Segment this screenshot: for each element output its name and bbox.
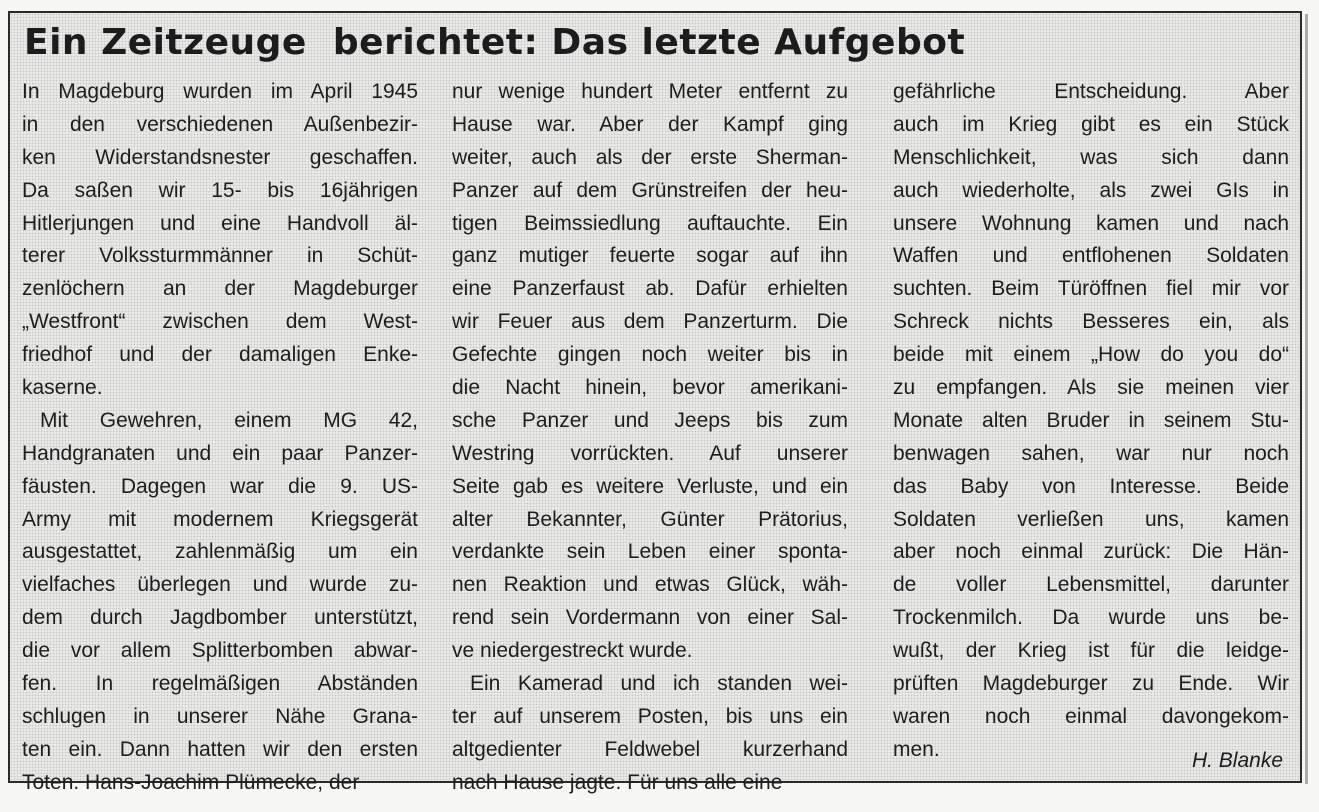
text-line: weiter, auch als der erste Sherman- <box>452 145 848 169</box>
text-line: Mit Gewehren, einem MG 42, <box>40 408 418 432</box>
text-line: rend sein Vordermann von einer Sal- <box>452 606 848 630</box>
text-line: unsere Wohnung kamen und nach <box>893 211 1289 235</box>
text-line: Hause war. Aber der Kampf ging <box>452 112 848 136</box>
text-line: die Nacht hinein, bevor amerikani- <box>452 376 848 400</box>
text-line: sche Panzer und Jeeps bis zum <box>452 408 848 432</box>
text-line: „Westfront“ zwischen dem West- <box>22 310 418 334</box>
text-line: Gefechte gingen noch weiter bis in <box>452 343 848 367</box>
text-line: altgedienter Feldwebel kurzerhand <box>452 737 848 761</box>
text-line: zu empfangen. Als sie meinen vier <box>893 376 1289 400</box>
text-line: waren noch einmal davongekom- <box>893 704 1289 728</box>
text-line: nach Hause jagte. Für uns alle eine <box>452 770 783 794</box>
text-line: Army mit modernem Kriegsgerät <box>22 507 418 531</box>
text-line: Handgranaten und ein paar Panzer- <box>22 441 418 465</box>
article-column-2 <box>452 76 848 800</box>
text-line: Westring vorrückten. Auf unserer <box>452 441 848 465</box>
text-line: ter auf unserem Posten, bis uns ein <box>452 704 848 728</box>
text-line: ganz mutiger feuerte sogar auf ihn <box>452 244 848 268</box>
text-line: aber noch einmal zurück: Die Hän- <box>893 540 1289 564</box>
text-line: prüften Magdeburger zu Ende. Wir <box>893 672 1289 696</box>
page-edge-line <box>1305 14 1308 784</box>
text-line: Waffen und entflohenen Soldaten <box>893 244 1289 268</box>
text-line: Panzer auf dem Grünstreifen der heu- <box>452 178 848 202</box>
text-line: Toten. Hans-Joachim Plümecke, der <box>22 770 360 794</box>
text-line: In Magdeburg wurden im April 1945 <box>22 80 418 103</box>
text-line: de voller Lebensmittel, darunter <box>893 573 1289 597</box>
text-line: ve niedergestreckt wurde. <box>452 639 693 663</box>
text-line: Soldaten verließen uns, kamen <box>893 507 1289 531</box>
text-line: die vor allem Splitterbomben abwar- <box>22 639 418 663</box>
text-line: gefährliche Entscheidung. Aber <box>893 80 1289 103</box>
text-line: wir Feuer aus dem Panzerturm. Die <box>452 310 848 334</box>
text-line: benwagen sahen, war nur noch <box>893 441 1289 465</box>
text-line: alter Bekannter, Günter Prätorius, <box>452 507 848 531</box>
text-line: schlugen in unserer Nähe Grana- <box>22 704 418 728</box>
text-line: fäusten. Dagegen war die 9. US- <box>22 474 418 498</box>
text-line: terer Volkssturmmänner in Schüt- <box>22 244 418 268</box>
text-line: Schreck nichts Besseres ein, als <box>893 310 1289 334</box>
article-column-1 <box>22 76 418 800</box>
article-headline: Ein Zeitzeuge berichtet: Das letzte Aufgebot <box>24 22 966 63</box>
text-line: auch wiederholte, als zwei GIs in <box>893 178 1289 202</box>
text-line: auch im Krieg gibt es ein Stück <box>893 112 1289 136</box>
text-line: suchten. Beim Türöffnen fiel mir vor <box>893 277 1289 301</box>
text-line: beide mit einem „How do you do“ <box>893 343 1289 367</box>
text-line: Hitlerjungen und eine Handvoll äl- <box>22 211 418 235</box>
text-line: Monate alten Bruder in seinem Stu- <box>893 408 1289 432</box>
text-line: Da saßen wir 15- bis 16jährigen <box>22 178 418 202</box>
text-line: men. <box>893 737 940 761</box>
text-line: verdankte sein Leben einer sponta- <box>452 540 848 564</box>
article-author: H. Blanke <box>1191 749 1283 772</box>
text-line: vielfaches überlegen und wurde zu- <box>22 573 418 597</box>
text-line: eine Panzerfaust ab. Dafür erhielten <box>452 277 848 301</box>
text-line: Trockenmilch. Da wurde uns be- <box>893 606 1289 630</box>
text-line: in den verschiedenen Außenbezir- <box>22 112 418 136</box>
text-line: kaserne. <box>22 376 103 400</box>
text-line: zenlöchern an der Magdeburger <box>22 277 418 301</box>
text-line: friedhof und der damaligen Enke- <box>22 343 418 367</box>
text-line: das Baby von Interesse. Beide <box>893 474 1289 498</box>
text-line: Ein Kamerad und ich standen wei- <box>470 672 848 696</box>
text-line: ten ein. Dann hatten wir den ersten <box>22 737 418 761</box>
text-line: fen. In regelmäßigen Abständen <box>22 672 418 696</box>
text-line: ken Widerstandsnester geschaffen. <box>22 145 418 169</box>
text-line: tigen Beimssiedlung auftauchte. Ein <box>452 211 848 235</box>
text-line: nur wenige hundert Meter entfernt zu <box>452 80 848 103</box>
text-line: wußt, der Krieg ist für die leidge- <box>893 639 1289 663</box>
article-column-3 <box>893 76 1289 767</box>
text-line: ausgestattet, zahlenmäßig um ein <box>22 540 418 564</box>
text-line: dem durch Jagdbomber unterstützt, <box>22 606 418 630</box>
text-line: Menschlichkeit, was sich dann <box>893 145 1289 169</box>
text-line: Seite gab es weitere Verluste, und ein <box>452 474 848 498</box>
text-line: nen Reaktion und etwas Glück, wäh- <box>452 573 848 597</box>
